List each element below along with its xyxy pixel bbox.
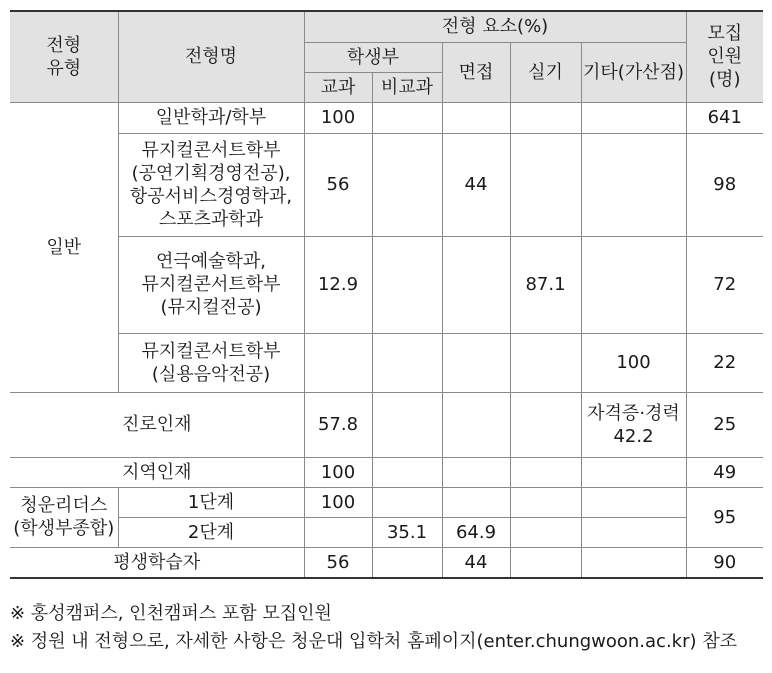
cell-other: 100	[581, 333, 686, 392]
cell-practical	[510, 133, 581, 236]
cell-subject: 12.9	[304, 236, 372, 333]
cell-practical	[510, 333, 581, 392]
cell-non-subject: 35.1	[372, 517, 442, 547]
cell-quota: 25	[686, 392, 763, 457]
row-name: 2단계	[118, 517, 304, 547]
cell-quota: 49	[686, 457, 763, 487]
row-name: 1단계	[118, 487, 304, 517]
header-name: 전형명	[118, 11, 304, 102]
cell-subject: 56	[304, 547, 372, 578]
header-interview: 면접	[442, 42, 510, 102]
cell-practical	[510, 392, 581, 457]
footnote: ※ 정원 내 전형으로, 자세한 사항은 청운대 입학처 홈페이지(enter.chungwoon.ac.kr) 참조	[10, 631, 738, 652]
footnote: ※ 홍성캠퍼스, 인천캠퍼스 포함 모집인원	[10, 603, 332, 624]
cell-interview	[442, 392, 510, 457]
cell-other	[581, 236, 686, 333]
cell-other	[581, 487, 686, 517]
cell-quota: 98	[686, 133, 763, 236]
row-name: 연극예술학과, 뮤지컬콘서트학부 (뮤지컬전공)	[118, 236, 304, 333]
cell-subject: 56	[304, 133, 372, 236]
row-name: 일반학과/학부	[118, 102, 304, 133]
cell-subject	[304, 517, 372, 547]
cell-other	[581, 517, 686, 547]
cell-practical	[510, 102, 581, 133]
cell-practical	[510, 547, 581, 578]
cell-non-subject	[372, 133, 442, 236]
row-name: 뮤지컬콘서트학부 (공연기획경영전공), 항공서비스경영학과, 스포츠과학과	[118, 133, 304, 236]
cell-subject: 100	[304, 487, 372, 517]
cell-quota: 72	[686, 236, 763, 333]
header-elements: 전형 요소(%)	[304, 11, 686, 42]
cell-subject: 100	[304, 102, 372, 133]
cell-interview	[442, 102, 510, 133]
cell-quota: 22	[686, 333, 763, 392]
header-practical: 실기	[510, 42, 581, 102]
header-subject: 교과	[304, 72, 372, 102]
group-regional: 지역인재	[10, 457, 304, 487]
header-other: 기타(가산점)	[581, 42, 686, 102]
cell-subject: 57.8	[304, 392, 372, 457]
cell-quota: 90	[686, 547, 763, 578]
group-career: 진로인재	[10, 392, 304, 457]
cell-practical	[510, 457, 581, 487]
cell-interview	[442, 487, 510, 517]
cell-practical	[510, 517, 581, 547]
group-leaders: 청운리더스 (학생부종합)	[10, 487, 118, 547]
footnotes	[10, 600, 737, 656]
cell-interview: 64.9	[442, 517, 510, 547]
header-non-subject: 비교과	[372, 72, 442, 102]
cell-interview: 44	[442, 547, 510, 578]
cell-interview	[442, 333, 510, 392]
cell-practical	[510, 487, 581, 517]
cell-interview: 44	[442, 133, 510, 236]
cell-non-subject	[372, 392, 442, 457]
cell-non-subject	[372, 487, 442, 517]
cell-other	[581, 102, 686, 133]
group-general: 일반	[10, 102, 118, 392]
cell-non-subject	[372, 102, 442, 133]
cell-subject	[304, 333, 372, 392]
cell-practical: 87.1	[510, 236, 581, 333]
cell-non-subject	[372, 333, 442, 392]
cell-other	[581, 547, 686, 578]
cell-non-subject	[372, 236, 442, 333]
cell-other	[581, 457, 686, 487]
cell-non-subject	[372, 547, 442, 578]
group-lifelong: 평생학습자	[10, 547, 304, 578]
header-student-record: 학생부	[304, 42, 442, 72]
cell-other	[581, 133, 686, 236]
cell-quota: 95	[686, 487, 763, 547]
cell-other: 자격증·경력 42.2	[581, 392, 686, 457]
admission-table	[10, 10, 763, 579]
header-type: 전형 유형	[10, 11, 118, 102]
cell-non-subject	[372, 457, 442, 487]
cell-quota: 641	[686, 102, 763, 133]
cell-interview	[442, 236, 510, 333]
row-name: 뮤지컬콘서트학부 (실용음악전공)	[118, 333, 304, 392]
header-quota: 모집 인원 (명)	[686, 11, 763, 102]
cell-interview	[442, 457, 510, 487]
cell-subject: 100	[304, 457, 372, 487]
